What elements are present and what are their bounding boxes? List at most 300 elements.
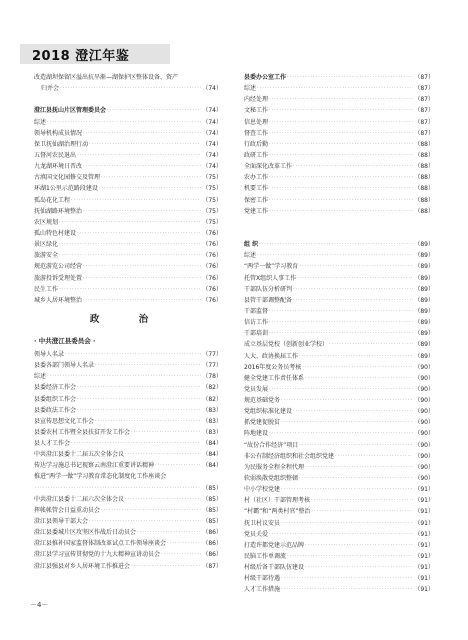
toc-entry[interactable] bbox=[244, 417, 434, 428]
toc-entry-title: 县委政法工作会 bbox=[34, 406, 77, 414]
toc-entry[interactable] bbox=[34, 250, 222, 261]
toc-leader-dots bbox=[65, 349, 201, 360]
toc-entry-title: 澄江县委城片区攻坚区作战后日动员会 bbox=[34, 529, 137, 537]
toc-leader-dots bbox=[95, 416, 201, 427]
toc-leader-dots bbox=[302, 362, 413, 373]
toc-entry-title: 阵地建设 bbox=[244, 430, 269, 438]
toc-entry-title: 健全党建工作责任体系 bbox=[244, 374, 305, 382]
toc-leader-dots bbox=[257, 83, 413, 94]
toc-entry-page: （89） bbox=[414, 319, 434, 327]
toc-leader-dots bbox=[101, 505, 201, 516]
toc-entry-page: （89） bbox=[414, 241, 434, 249]
toc-leader-dots bbox=[305, 540, 413, 551]
toc-entry-page: （91） bbox=[414, 575, 434, 583]
toc-entry-title: 抓党建促脱贫 bbox=[244, 419, 281, 427]
toc-leader-dots bbox=[305, 462, 413, 473]
toc-entry[interactable] bbox=[34, 516, 222, 527]
toc-entry[interactable] bbox=[244, 250, 434, 261]
toc-entry[interactable] bbox=[34, 217, 222, 228]
toc-entry[interactable] bbox=[244, 384, 434, 395]
toc-leader-dots bbox=[59, 239, 201, 250]
yearbook-title: 2018 澄江年鉴 bbox=[32, 49, 130, 64]
toc-entry-title: 村级后备干部队伍建设 bbox=[244, 564, 305, 572]
toc-leader-dots bbox=[35, 483, 201, 494]
toc-entry[interactable] bbox=[34, 83, 222, 94]
toc-entry-title: 民脑工作单调流 bbox=[244, 553, 287, 561]
toc-entry-title: 软弱涣散党组织整顿 bbox=[244, 475, 299, 483]
toc-entry-page: （85） bbox=[202, 484, 222, 492]
toc-entry[interactable] bbox=[244, 128, 434, 139]
toc-entry-title: 澄江县学习宣传贯彻党的十九大精神宣讲动员会 bbox=[34, 551, 161, 559]
toc-entry[interactable] bbox=[34, 273, 222, 284]
toc-entry-page: （88） bbox=[414, 163, 434, 171]
toc-entry-title: 人大、政协换届工作 bbox=[244, 352, 299, 360]
toc-entry-page: （89） bbox=[414, 341, 434, 349]
toc-entry[interactable] bbox=[244, 540, 434, 551]
toc-entry-title: 县委组织工作会 bbox=[34, 395, 77, 403]
toc-entry-title: 孤山特色村建设 bbox=[34, 229, 77, 237]
toc-entry-page: （87） bbox=[414, 85, 434, 93]
toc-entry[interactable] bbox=[244, 94, 434, 105]
toc-entry-page: （76） bbox=[202, 296, 222, 304]
toc-leader-dots bbox=[83, 261, 201, 272]
toc-entry-title: 旅游投诉受理处置 bbox=[34, 274, 83, 282]
toc-entry-page: （75） bbox=[202, 185, 222, 193]
toc-entry[interactable] bbox=[244, 562, 434, 573]
toc-entry-page: （75） bbox=[202, 218, 222, 226]
toc-leader-dots bbox=[89, 139, 201, 150]
toc-leader-dots bbox=[125, 449, 201, 460]
toc-entry[interactable] bbox=[244, 462, 434, 473]
party-committee-heading: · 中共澄江县委员会 · bbox=[34, 336, 96, 345]
toc-heading-entry[interactable] bbox=[244, 239, 434, 250]
toc-spacer bbox=[34, 94, 222, 105]
toc-entry-title: 澄江县领导干部大会 bbox=[34, 518, 89, 526]
toc-entry[interactable] bbox=[244, 273, 434, 284]
toc-leader-dots bbox=[269, 94, 413, 105]
toc-entry-page: （86） bbox=[202, 551, 222, 559]
toc-leader-dots bbox=[131, 427, 201, 438]
toc-entry-page: （88） bbox=[414, 151, 434, 159]
toc-entry[interactable] bbox=[34, 449, 222, 460]
toc-entry[interactable] bbox=[244, 83, 434, 94]
toc-entry-title: 民生工作 bbox=[34, 285, 59, 293]
toc-entry-title: 托管X组织人事工作 bbox=[244, 274, 297, 282]
toc-entry[interactable] bbox=[244, 362, 434, 373]
toc-left-bottom-list bbox=[34, 349, 222, 572]
toc-entry-title: 机要工作 bbox=[244, 185, 269, 193]
toc-entry-page: （78） bbox=[202, 373, 222, 381]
toc-entry-title: 文秘工作 bbox=[244, 107, 269, 115]
toc-leader-dots bbox=[269, 206, 413, 217]
toc-entry-title: 县委各部门领导人名录 bbox=[34, 362, 95, 370]
toc-leader-dots bbox=[299, 351, 413, 362]
toc-entry[interactable] bbox=[34, 349, 222, 360]
toc-entry-title: 规范基础党务 bbox=[244, 397, 281, 405]
toc-entry[interactable] bbox=[244, 183, 434, 194]
toc-entry-page: （76） bbox=[202, 252, 222, 260]
toc-entry[interactable] bbox=[34, 139, 222, 150]
toc-entry-title: 县人才工作会 bbox=[34, 440, 71, 448]
toc-entry-page: （89） bbox=[414, 352, 434, 360]
toc-entry-page: （88） bbox=[414, 185, 434, 193]
toc-heading-entry[interactable] bbox=[244, 72, 434, 83]
toc-entry-title: 县委经济工作会 bbox=[34, 384, 77, 392]
toc-entry-page: （88） bbox=[414, 140, 434, 148]
toc-entry[interactable] bbox=[34, 371, 222, 382]
toc-entry[interactable] bbox=[244, 195, 434, 206]
toc-entry[interactable] bbox=[244, 295, 434, 306]
toc-entry-title: 旅游安全 bbox=[34, 252, 59, 260]
toc-entry[interactable] bbox=[34, 195, 222, 206]
toc-leader-dots bbox=[269, 183, 413, 194]
toc-entry-page: （91） bbox=[414, 519, 434, 527]
toc-leader-dots bbox=[287, 72, 413, 83]
toc-entry-page: （89） bbox=[414, 252, 434, 260]
toc-entry[interactable] bbox=[244, 495, 434, 506]
toc-entry-title: 规范游览公司经营 bbox=[34, 263, 83, 271]
toc-entry-title: 九龙湖环境日晋改 bbox=[34, 163, 83, 171]
toc-entry[interactable] bbox=[34, 128, 222, 139]
toc-entry-page: （89） bbox=[414, 263, 434, 271]
toc-entry-page: （76） bbox=[202, 229, 222, 237]
toc-entry[interactable] bbox=[34, 472, 222, 483]
toc-leader-dots bbox=[137, 527, 201, 538]
toc-entry-page: （76） bbox=[202, 263, 222, 271]
toc-entry-title: 孤岛花化工程 bbox=[34, 196, 71, 204]
toc-entry[interactable] bbox=[244, 473, 434, 484]
toc-leader-dots bbox=[269, 328, 413, 339]
toc-entry-page: （86） bbox=[202, 540, 222, 548]
toc-entry[interactable] bbox=[34, 183, 222, 194]
toc-leader-dots bbox=[269, 150, 413, 161]
toc-entry-title: 传达学习施总书记视察云南澄江重要讲话精神 bbox=[34, 462, 155, 470]
toc-entry[interactable] bbox=[244, 373, 434, 384]
toc-leader-dots bbox=[281, 417, 413, 428]
toc-entry-page: （91） bbox=[414, 586, 434, 594]
toc-entry[interactable] bbox=[34, 295, 222, 306]
toc-entry-title: 信息处理 bbox=[244, 118, 269, 126]
toc-leader-dots bbox=[83, 273, 201, 284]
toc-entry[interactable] bbox=[34, 538, 222, 549]
toc-entry-title: 澄江县强县对乡人居环境工作推进会 bbox=[34, 562, 131, 570]
toc-entry[interactable] bbox=[244, 172, 434, 183]
toc-entry-title: 村（社区）干部管理考核 bbox=[244, 497, 311, 505]
toc-entry-title: 干部队伍分析研判 bbox=[244, 285, 293, 293]
toc-leader-dots bbox=[71, 438, 201, 449]
toc-entry[interactable] bbox=[244, 451, 434, 462]
toc-entry-title: 农区规划 bbox=[34, 218, 59, 226]
toc-leader-dots bbox=[269, 384, 413, 395]
toc-leader-dots bbox=[83, 295, 201, 306]
toc-leader-dots bbox=[311, 495, 413, 506]
toc-entry-title: 澄江县推补国家监督体制改革试点工作领导座谈会 bbox=[34, 540, 167, 548]
toc-leader-dots bbox=[269, 105, 413, 116]
toc-entry-page: （83） bbox=[202, 417, 222, 425]
toc-entry-page: （89） bbox=[414, 307, 434, 315]
toc-entry-page: （91） bbox=[414, 486, 434, 494]
toc-entry[interactable] bbox=[34, 505, 222, 516]
toc-leader-dots bbox=[47, 117, 201, 128]
toc-entry-page: （87） bbox=[414, 73, 434, 81]
toc-entry-title: 环湖1公里示范路段建设 bbox=[34, 185, 98, 193]
toc-entry-title: 澄江县抚山片区管理委员会 bbox=[34, 107, 107, 115]
toc-entry[interactable] bbox=[34, 549, 222, 560]
toc-entry[interactable] bbox=[34, 172, 222, 183]
toc-entry-page: （89） bbox=[414, 274, 434, 282]
toc-entry-title: 抚卫村议安员 bbox=[244, 519, 281, 527]
toc-entry-title: 古滇国文化园修交及管理 bbox=[34, 174, 101, 182]
toc-entry-title: 党建工作 bbox=[244, 207, 269, 215]
toc-entry-title: 中共澄江县委十二届六次全体会议 bbox=[34, 495, 125, 503]
toc-entry-page: （90） bbox=[414, 463, 434, 471]
toc-leader-dots bbox=[83, 206, 201, 217]
toc-entry-title: “故份合作经济”项目 bbox=[244, 441, 299, 449]
toc-leader-dots bbox=[77, 394, 201, 405]
toc-entry-page: （74） bbox=[202, 129, 222, 137]
toc-entry[interactable] bbox=[244, 317, 434, 328]
section-title-politics: 政 治 bbox=[89, 313, 167, 325]
toc-leader-dots bbox=[269, 139, 413, 150]
toc-entry[interactable] bbox=[244, 206, 434, 217]
toc-entry[interactable] bbox=[244, 161, 434, 172]
toc-entry-page: （87） bbox=[202, 562, 222, 570]
toc-entry-page: （74） bbox=[202, 140, 222, 148]
toc-entry-page: （90） bbox=[414, 363, 434, 371]
toc-entry[interactable] bbox=[34, 206, 222, 217]
toc-entry[interactable] bbox=[34, 261, 222, 272]
toc-entry[interactable] bbox=[34, 72, 222, 83]
toc-entry-page: （74） bbox=[202, 151, 222, 159]
toc-entry-title: 成立基层党校（创新创业学校） bbox=[244, 341, 329, 349]
toc-leader-dots bbox=[89, 516, 201, 527]
toc-entry-page: （77） bbox=[202, 362, 222, 370]
toc-entry-title: 内经处理 bbox=[244, 96, 269, 104]
toc-entry[interactable] bbox=[34, 284, 222, 295]
toc-entry-title: 县宣传思想文化工作会 bbox=[34, 417, 95, 425]
toc-entry-title: 城乡人居环境整治 bbox=[34, 296, 83, 304]
toc-entry-title: 保卫抚仙湖治理行动 bbox=[34, 140, 89, 148]
toc-entry[interactable] bbox=[244, 261, 434, 272]
toc-leader-dots bbox=[77, 228, 201, 239]
toc-entry-title: 改造湖坝保留区溢出抗旱渐—湖保护区整体设备、资产 bbox=[34, 73, 179, 81]
toc-leader-dots bbox=[269, 429, 413, 440]
toc-entry[interactable] bbox=[244, 584, 434, 595]
toc-entry-page: （85） bbox=[202, 495, 222, 503]
toc-leader-dots bbox=[83, 128, 201, 139]
toc-leader-dots bbox=[95, 360, 201, 371]
toc-entry-page: （88） bbox=[414, 196, 434, 204]
toc-leader-dots bbox=[101, 172, 201, 183]
toc-leader-dots bbox=[269, 306, 413, 317]
toc-entry[interactable] bbox=[34, 494, 222, 505]
toc-entry-title: 综述 bbox=[244, 85, 257, 93]
toc-entry-title: 为民服务全程全程代理 bbox=[244, 463, 305, 471]
toc-entry-page: （75） bbox=[202, 207, 222, 215]
toc-leader-dots bbox=[335, 451, 413, 462]
toc-leader-dots bbox=[293, 295, 413, 306]
toc-entry[interactable] bbox=[244, 429, 434, 440]
toc-leader-dots bbox=[269, 172, 413, 183]
toc-entry-page: （87） bbox=[414, 129, 434, 137]
toc-entry-page: （91） bbox=[414, 541, 434, 549]
toc-entry-title: 干部培训 bbox=[244, 330, 269, 338]
toc-entry-page: （76） bbox=[202, 285, 222, 293]
toc-leader-dots bbox=[281, 584, 413, 595]
toc-entry-title: 综述 bbox=[244, 252, 257, 260]
toc-entry-page: （84） bbox=[202, 440, 222, 448]
toc-leader-dots bbox=[299, 261, 413, 272]
toc-entry-title: 信访工作 bbox=[244, 319, 269, 327]
toc-leader-dots bbox=[287, 551, 413, 562]
toc-leader-dots bbox=[60, 83, 201, 94]
toc-leader-dots bbox=[71, 195, 201, 206]
toc-entry[interactable] bbox=[34, 438, 222, 449]
toc-entry-page: （86） bbox=[202, 529, 222, 537]
toc-entry[interactable] bbox=[34, 382, 222, 393]
toc-entry[interactable] bbox=[244, 284, 434, 295]
toc-entry[interactable] bbox=[244, 328, 434, 339]
toc-entry[interactable] bbox=[244, 440, 434, 451]
toc-entry-page: （84） bbox=[202, 462, 222, 470]
toc-entry-title: 县管干部调整配备 bbox=[244, 296, 293, 304]
toc-leader-dots bbox=[161, 549, 201, 560]
toc-leader-dots bbox=[77, 382, 201, 393]
toc-entry-title: 干部监督 bbox=[244, 307, 269, 315]
toc-entry[interactable] bbox=[244, 117, 434, 128]
toc-entry-title: 景区绿化 bbox=[34, 241, 59, 249]
toc-entry[interactable] bbox=[244, 105, 434, 116]
toc-entry[interactable] bbox=[34, 228, 222, 239]
toc-entry-page: （85） bbox=[202, 506, 222, 514]
toc-entry-page: （77） bbox=[202, 350, 222, 358]
toc-entry[interactable] bbox=[244, 339, 434, 350]
toc-entry[interactable] bbox=[34, 561, 222, 572]
toc-leader-dots bbox=[329, 339, 413, 350]
toc-leader-dots bbox=[269, 128, 413, 139]
toc-entry[interactable] bbox=[34, 427, 222, 438]
toc-entry-page: （91） bbox=[414, 530, 434, 538]
toc-entry-page: （74） bbox=[202, 107, 222, 115]
toc-heading-entry[interactable] bbox=[34, 105, 222, 116]
toc-entry-page: （76） bbox=[202, 274, 222, 282]
toc-entry-title: 综述 bbox=[34, 118, 47, 126]
toc-entry[interactable] bbox=[244, 573, 434, 584]
toc-entry[interactable] bbox=[244, 306, 434, 317]
toc-entry[interactable] bbox=[244, 139, 434, 150]
toc-entry-page: （88） bbox=[414, 207, 434, 215]
toc-entry[interactable] bbox=[244, 551, 434, 562]
toc-entry-title: 打造许都党建示范品牌 bbox=[244, 541, 305, 549]
toc-entry-title: 农办工作 bbox=[244, 174, 269, 182]
toc-entry[interactable] bbox=[244, 150, 434, 161]
toc-entry-page: （91） bbox=[414, 508, 434, 516]
toc-entry-page: （89） bbox=[414, 285, 434, 293]
toc-entry-page: （74） bbox=[202, 118, 222, 126]
toc-entry-page: （91） bbox=[414, 553, 434, 561]
toc-leader-dots bbox=[293, 284, 413, 295]
toc-leader-dots bbox=[305, 562, 413, 573]
page-number: －4－ bbox=[30, 601, 49, 609]
toc-entry[interactable] bbox=[34, 161, 222, 172]
toc-entry-page: （83） bbox=[202, 406, 222, 414]
toc-leader-dots bbox=[59, 217, 201, 228]
toc-leader-dots bbox=[281, 395, 413, 406]
toc-entry[interactable] bbox=[244, 484, 434, 495]
toc-leader-dots bbox=[281, 518, 413, 529]
toc-entry[interactable] bbox=[34, 239, 222, 250]
toc-leader-dots bbox=[269, 529, 413, 540]
toc-leader-dots bbox=[125, 494, 201, 505]
toc-leader-dots bbox=[167, 538, 201, 549]
toc-entry[interactable] bbox=[34, 416, 222, 427]
toc-leader-dots bbox=[83, 161, 201, 172]
toc-leader-dots bbox=[107, 105, 201, 116]
toc-entry[interactable] bbox=[244, 395, 434, 406]
toc-leader-dots bbox=[269, 117, 413, 128]
toc-entry[interactable] bbox=[34, 360, 222, 371]
toc-entry-title: 党组织标准化建设 bbox=[244, 408, 293, 416]
toc-entry-title: 领导机构成员情况 bbox=[34, 129, 83, 137]
toc-entry-title: 中共澄江县委十二届五次全体会议 bbox=[34, 451, 125, 459]
toc-entry-page: （90） bbox=[414, 419, 434, 427]
toc-entry-page: （75） bbox=[202, 196, 222, 204]
toc-leader-dots bbox=[293, 406, 413, 417]
toc-entry-page: （91） bbox=[414, 564, 434, 572]
toc-entry-title: 督查工作 bbox=[244, 129, 269, 137]
toc-entry-page: （75） bbox=[202, 174, 222, 182]
toc-entry-page: （83） bbox=[202, 428, 222, 436]
toc-entry[interactable] bbox=[244, 518, 434, 529]
toc-entry[interactable] bbox=[34, 117, 222, 128]
toc-entry[interactable] bbox=[34, 394, 222, 405]
toc-spacer bbox=[244, 217, 434, 228]
toc-entry[interactable] bbox=[244, 506, 434, 517]
toc-entry-page: （89） bbox=[414, 330, 434, 338]
toc-entry-page: （88） bbox=[414, 174, 434, 182]
toc-right-list bbox=[244, 72, 434, 596]
toc-entry-title: 政研工作 bbox=[244, 151, 269, 159]
toc-entry-page: （87） bbox=[414, 107, 434, 115]
toc-leader-dots bbox=[269, 195, 413, 206]
toc-entry[interactable] bbox=[34, 527, 222, 538]
toc-entry[interactable] bbox=[244, 406, 434, 417]
toc-entry-title: 综述 bbox=[34, 373, 47, 381]
toc-entry[interactable] bbox=[34, 150, 222, 161]
toc-spacer bbox=[244, 228, 434, 239]
toc-entry-title: 村级干部待遇 bbox=[244, 575, 281, 583]
toc-entry-page: （91） bbox=[414, 497, 434, 505]
toc-entry[interactable] bbox=[34, 460, 222, 471]
toc-entry-page: （74） bbox=[202, 85, 222, 93]
toc-entry[interactable] bbox=[244, 529, 434, 540]
toc-entry[interactable] bbox=[34, 405, 222, 416]
toc-leader-dots bbox=[293, 161, 413, 172]
toc-left-column bbox=[34, 72, 222, 572]
toc-entry-title: 2016年度公务员考核 bbox=[244, 363, 302, 371]
toc-entry-title: 五督河农民退出 bbox=[34, 151, 77, 159]
toc-entry[interactable] bbox=[244, 351, 434, 362]
toc-leader-dots bbox=[131, 561, 201, 572]
toc-leader-dots bbox=[59, 284, 201, 295]
toc-entry-page: （74） bbox=[202, 163, 222, 171]
toc-entry-title: 推进“两学一做”学习教育常态化制度化工作座谈会 bbox=[34, 473, 167, 481]
toc-leader-dots bbox=[311, 506, 413, 517]
toc-leader-dots bbox=[99, 183, 202, 194]
toc-entry[interactable] bbox=[34, 483, 222, 494]
toc-left-top-list bbox=[34, 72, 222, 306]
toc-leader-dots bbox=[257, 250, 413, 261]
